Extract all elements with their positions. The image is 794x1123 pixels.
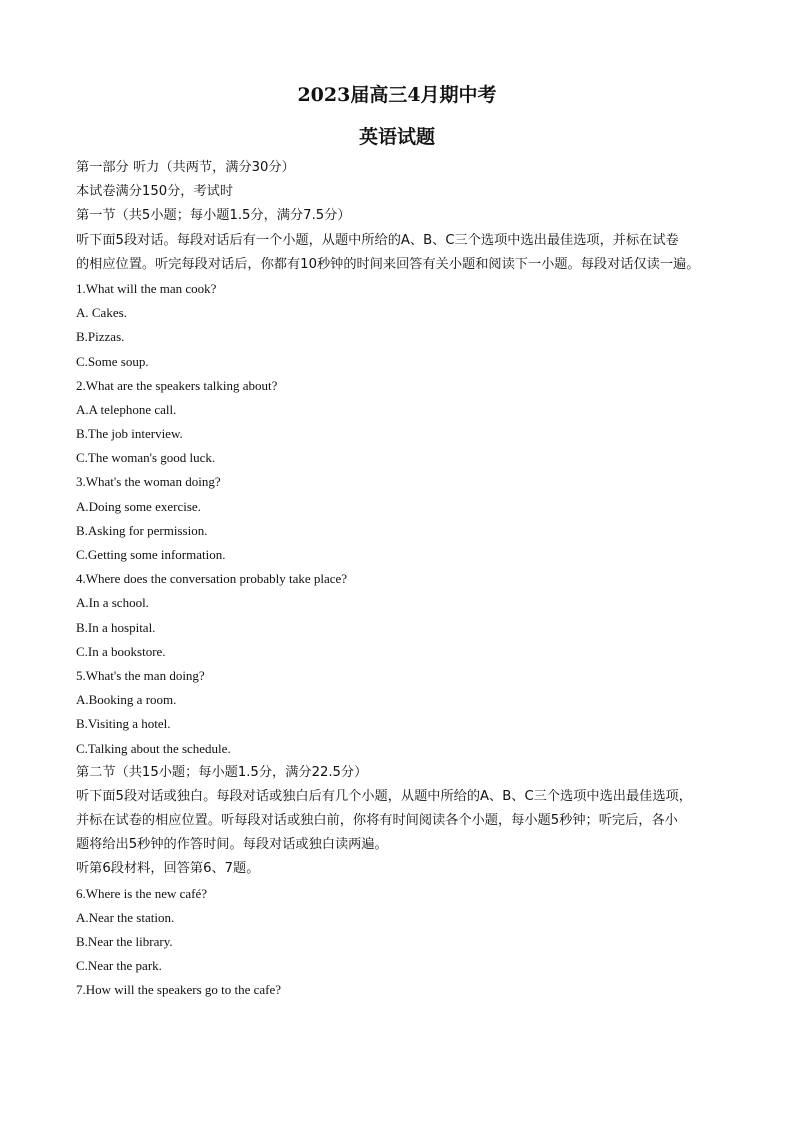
exam-title: 2023届高三4月期中考 — [297, 84, 497, 106]
instruction-line: 听下面5段对话或独白。每段对话或独白后有几个小题，从题中所给的A、B、C三个选项中选出最佳选项， — [76, 788, 692, 804]
instruction-line: 题将给出5秒钟的作答时间。每段对话或独白读两遍。 — [76, 837, 388, 853]
instruction-line: 听第6段材料，回答第6、7题。 — [76, 861, 260, 877]
instruction-line: 的相应位置。听完每段对话后，你都有10秒钟的时间来回答有关小题和阅读下一小题。每段对话仅读一遍。 — [76, 256, 700, 272]
question-line: A.In a school. — [76, 595, 149, 611]
document-body — [76, 156, 726, 1003]
question-line: B.Near the library. — [76, 934, 173, 949]
question-line: C.Getting some information. — [76, 547, 226, 562]
question-line: 1.What will the man cook? — [76, 280, 217, 296]
question-line: B.The job interview. — [76, 426, 183, 442]
question-line: B.Visiting a hotel. — [76, 716, 171, 732]
question-line: C.Some soup. — [76, 353, 149, 369]
question-line: C.In a bookstore. — [76, 643, 166, 659]
question-line: C.The woman's good luck. — [76, 450, 216, 466]
question-line: 6.Where is the new café? — [76, 885, 208, 901]
question-line: 2.What are the speakers talking about? — [76, 377, 278, 393]
instruction-line: 并标在试卷的相应位置。听每段对话或独白前，你将有时间阅读各个小题，每小题5秒钟；听完后，各小 — [76, 813, 678, 829]
instruction-line: 听下面5段对话。每段对话后有一个小题，从题中所给的A、B、C三个选项中选出最佳选项，并标在试卷 — [76, 232, 679, 248]
question-line: 5.What's the man doing? — [76, 667, 205, 683]
question-line: A.Doing some exercise. — [76, 498, 201, 514]
question-line: B.Asking for permission. — [76, 522, 208, 538]
instruction-line: 本试卷满分150分，考试时 — [76, 184, 234, 200]
question-line: 4.Where does the conversation probably take place? — [76, 571, 348, 587]
instruction-line: 第一部分 听力（共两节，满分30分） — [76, 160, 295, 175]
instruction-line: 第一节（共5小题；每小题1.5分，满分7.5分） — [76, 208, 351, 224]
question-line: 3.What's the woman doing? — [76, 474, 221, 490]
question-line: C.Near the park. — [76, 958, 162, 974]
exam-subtitle: 英语试题 — [358, 126, 435, 148]
instruction-line: 第二节（共15小题；每小题1.5分，满分22.5分） — [76, 764, 368, 780]
question-line: C.Talking about the schedule. — [76, 740, 231, 756]
question-line: A.A telephone call. — [76, 401, 177, 417]
question-line: A.Near the station. — [76, 909, 175, 925]
question-line: B.In a hospital. — [76, 619, 156, 635]
question-line: A.Booking a room. — [76, 692, 177, 708]
question-line: A. Cakes. — [76, 305, 127, 321]
question-line: 7.How will the speakers go to the cafe? — [76, 982, 282, 998]
question-line: B.Pizzas. — [76, 329, 125, 345]
